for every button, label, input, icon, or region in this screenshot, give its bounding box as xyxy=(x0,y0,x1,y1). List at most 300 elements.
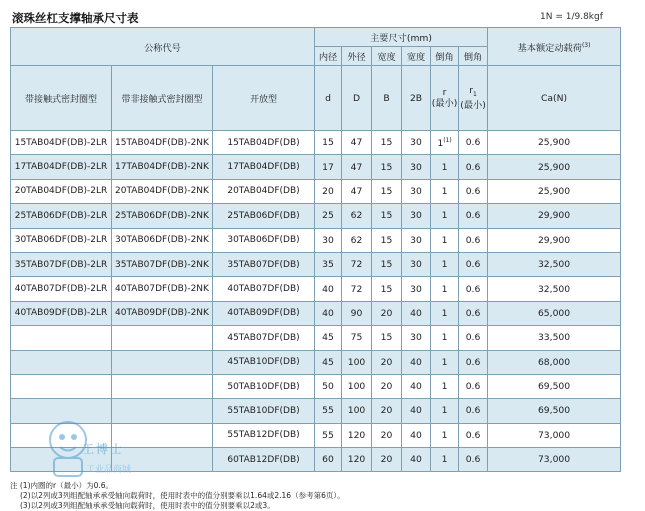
cell-inner-dia xyxy=(315,277,342,301)
cell-width-b-text: 15 xyxy=(380,137,393,149)
cell-chamfer-r-text: 1 xyxy=(441,234,448,246)
footnote-3: (3)以2列或3列组配轴承承受轴向载荷时，使用时表中的值分别要乘以2或3。 xyxy=(20,501,275,510)
cell-inner-dia xyxy=(315,252,342,276)
cell-noncontact-seal-code-text: 30TAB06DF(DB)-2NK xyxy=(115,235,209,246)
table-row xyxy=(11,350,621,374)
cell-outer-dia-text: 62 xyxy=(350,234,363,246)
cell-chamfer-r1-text: 0.6 xyxy=(465,405,481,417)
cell-contact-seal-code-text: 35TAB07DF(DB)-2LR xyxy=(14,259,108,270)
cell-width-b xyxy=(372,448,402,472)
cell-outer-dia xyxy=(342,155,372,179)
cell-dynamic-load-text: 25,900 xyxy=(537,137,571,149)
cell-open-type-code-text: 17TAB04DF(DB) xyxy=(227,162,300,173)
cell-contact-seal-code xyxy=(11,301,112,325)
cell-outer-dia-text: 90 xyxy=(350,307,363,319)
cell-outer-dia-text: 47 xyxy=(350,137,363,149)
cell-open-type-code-text: 30TAB06DF(DB) xyxy=(227,235,300,246)
cell-inner-dia-text: 35 xyxy=(322,259,334,271)
cell-open-type-code xyxy=(213,326,315,350)
cell-outer-dia xyxy=(342,252,372,276)
cell-dynamic-load-text: 32,500 xyxy=(537,259,571,271)
cell-outer-dia-text: 62 xyxy=(350,210,363,222)
header-sym-r1-min: (最小) xyxy=(460,99,486,111)
cell-open-type-code-text: 15TAB04DF(DB) xyxy=(227,137,300,148)
cell-width-b xyxy=(372,252,402,276)
cell-width-2b xyxy=(402,423,431,447)
cell-width-b-text: 20 xyxy=(380,405,393,417)
cell-dynamic-load xyxy=(488,204,621,228)
cell-chamfer-r1-text: 0.6 xyxy=(465,307,481,319)
cell-dynamic-load-text: 73,000 xyxy=(537,429,571,441)
cell-noncontact-seal-code xyxy=(112,374,213,398)
header-sym-ca: Ca(N) xyxy=(488,66,621,131)
cell-outer-dia-text: 72 xyxy=(350,259,363,271)
cell-inner-dia xyxy=(315,228,342,252)
cell-open-type-code-text: 45TAB10DF(DB) xyxy=(227,357,300,368)
cell-width-2b-text: 40 xyxy=(410,405,422,417)
cell-chamfer-r1-text: 0.6 xyxy=(465,161,481,173)
cell-width-2b-text: 40 xyxy=(410,429,422,441)
cell-outer-dia-text: 72 xyxy=(350,283,363,295)
cell-open-type-code xyxy=(213,423,315,447)
table-row xyxy=(11,252,621,276)
cell-inner-dia-text: 20 xyxy=(322,185,334,197)
header-sym-r1 xyxy=(459,66,488,131)
cell-chamfer-r1-text: 0.6 xyxy=(465,332,481,344)
cell-chamfer-r xyxy=(431,252,459,276)
cell-width-2b xyxy=(402,448,431,472)
cell-open-type-code-text: 40TAB07DF(DB) xyxy=(227,284,300,295)
cell-dynamic-load xyxy=(488,350,621,374)
cell-chamfer-r-text: 1 xyxy=(441,210,448,222)
cell-outer-dia xyxy=(342,350,372,374)
cell-chamfer-r1 xyxy=(459,399,488,423)
cell-dynamic-load xyxy=(488,326,621,350)
header-chamfer-r1: 倒角 xyxy=(459,47,488,66)
cell-chamfer-r1 xyxy=(459,277,488,301)
cell-noncontact-seal-code xyxy=(112,277,213,301)
cell-outer-dia xyxy=(342,326,372,350)
cell-chamfer-r-text: 1 xyxy=(441,381,448,393)
page-title: 滚珠丝杠支撑轴承尺寸表 xyxy=(12,11,139,25)
cell-outer-dia-text: 47 xyxy=(350,185,363,197)
cell-contact-seal-code xyxy=(11,155,112,179)
header-chamfer-r: 倒角 xyxy=(431,47,459,66)
cell-width-b xyxy=(372,399,402,423)
header-noncontact-seal: 带非接触式密封圈型 xyxy=(112,66,213,131)
cell-chamfer-r-text: 1 xyxy=(441,332,448,344)
cell-chamfer-r xyxy=(431,448,459,472)
cell-inner-dia-text: 30 xyxy=(322,234,334,246)
cell-open-type-code xyxy=(213,277,315,301)
cell-inner-dia xyxy=(315,131,342,155)
cell-chamfer-r1-text: 0.6 xyxy=(465,234,481,246)
cell-inner-dia-text: 45 xyxy=(322,332,334,344)
cell-contact-seal-code xyxy=(11,131,112,155)
cell-width-b-text: 20 xyxy=(380,381,393,393)
header-width-2b: 宽度 xyxy=(402,47,431,66)
cell-width-b xyxy=(372,228,402,252)
cell-dynamic-load xyxy=(488,131,621,155)
cell-dynamic-load-text: 29,900 xyxy=(537,234,571,246)
cell-width-b-text: 15 xyxy=(380,283,393,295)
cell-contact-seal-code xyxy=(11,179,112,203)
cell-chamfer-r-text: 1 xyxy=(437,137,444,149)
cell-width-2b xyxy=(402,350,431,374)
table-row xyxy=(11,301,621,325)
cell-contact-seal-code-text: 25TAB06DF(DB)-2LR xyxy=(14,210,108,221)
cell-width-b-text: 20 xyxy=(380,356,393,368)
cell-open-type-code xyxy=(213,448,315,472)
header-width-b: 宽度 xyxy=(372,47,402,66)
cell-dynamic-load-text: 73,000 xyxy=(537,454,571,466)
cell-open-type-code xyxy=(213,179,315,203)
cell-width-b-text: 20 xyxy=(380,429,393,441)
cell-width-2b xyxy=(402,131,431,155)
cell-chamfer-r xyxy=(431,374,459,398)
cell-chamfer-r xyxy=(431,399,459,423)
cell-outer-dia xyxy=(342,423,372,447)
cell-inner-dia-text: 50 xyxy=(322,381,334,393)
cell-noncontact-seal-code-text: 25TAB06DF(DB)-2NK xyxy=(115,210,209,221)
cell-open-type-code xyxy=(213,399,315,423)
table-row xyxy=(11,277,621,301)
cell-inner-dia xyxy=(315,204,342,228)
cell-width-b xyxy=(372,277,402,301)
cell-open-type-code xyxy=(213,155,315,179)
cell-width-b-text: 15 xyxy=(380,332,393,344)
cell-inner-dia xyxy=(315,301,342,325)
header-sym-r1-letter: r xyxy=(469,85,473,97)
cell-open-type-code xyxy=(213,228,315,252)
cell-contact-seal-code-text: 17TAB04DF(DB)-2LR xyxy=(14,162,108,173)
header-dynamic-load-note: (3) xyxy=(581,41,591,49)
cell-chamfer-r1 xyxy=(459,179,488,203)
cell-outer-dia xyxy=(342,277,372,301)
cell-dynamic-load-text: 68,000 xyxy=(537,356,571,368)
cell-width-2b xyxy=(402,179,431,203)
cell-contact-seal-code xyxy=(11,252,112,276)
cell-chamfer-r1 xyxy=(459,131,488,155)
cell-width-b-text: 15 xyxy=(380,210,393,222)
cell-chamfer-r-text: 1 xyxy=(441,356,448,368)
cell-width-2b xyxy=(402,228,431,252)
cell-chamfer-r1 xyxy=(459,252,488,276)
cell-width-b-text: 15 xyxy=(380,185,393,197)
header-sym-r-min: (最小) xyxy=(431,98,458,109)
cell-chamfer-r1 xyxy=(459,350,488,374)
cell-chamfer-r1 xyxy=(459,301,488,325)
header-sym-r1-sub: 1 xyxy=(473,90,477,98)
cell-noncontact-seal-code xyxy=(112,155,213,179)
cell-width-b-text: 20 xyxy=(380,307,393,319)
cell-dynamic-load xyxy=(488,277,621,301)
cell-chamfer-r-text: 1 xyxy=(441,259,448,271)
cell-inner-dia xyxy=(315,448,342,472)
cell-noncontact-seal-code xyxy=(112,301,213,325)
cell-dynamic-load xyxy=(488,179,621,203)
header-sym-d: d xyxy=(315,66,342,131)
cell-inner-dia-text: 60 xyxy=(322,454,334,466)
table-row xyxy=(11,179,621,203)
cell-chamfer-r xyxy=(431,350,459,374)
cell-chamfer-r xyxy=(431,277,459,301)
cell-inner-dia-text: 55 xyxy=(322,429,334,441)
cell-chamfer-r1-text: 0.6 xyxy=(465,283,481,295)
cell-inner-dia xyxy=(315,399,342,423)
cell-inner-dia-text: 25 xyxy=(322,210,334,222)
cell-chamfer-r1-text: 0.6 xyxy=(465,454,481,466)
cell-open-type-code-text: 20TAB04DF(DB) xyxy=(227,186,300,197)
cell-outer-dia-text: 100 xyxy=(347,405,366,417)
cell-open-type-code-text: 60TAB12DF(DB) xyxy=(227,454,300,465)
table-row xyxy=(11,155,621,179)
cell-outer-dia xyxy=(342,179,372,203)
cell-width-b-text: 15 xyxy=(380,259,393,271)
cell-noncontact-seal-code xyxy=(112,131,213,155)
cell-outer-dia-text: 120 xyxy=(347,429,366,441)
cell-inner-dia-text: 17 xyxy=(322,161,334,173)
cell-contact-seal-code-text: 40TAB09DF(DB)-2LR xyxy=(14,308,108,319)
cell-chamfer-r1-text: 0.6 xyxy=(465,137,481,149)
cell-noncontact-seal-code-text: 15TAB04DF(DB)-2NK xyxy=(115,137,209,148)
cell-outer-dia xyxy=(342,399,372,423)
cell-dynamic-load xyxy=(488,374,621,398)
table-row xyxy=(11,326,621,350)
cell-chamfer-r xyxy=(431,179,459,203)
cell-outer-dia xyxy=(342,301,372,325)
cell-dynamic-load xyxy=(488,301,621,325)
cell-open-type-code-text: 45TAB07DF(DB) xyxy=(227,332,300,343)
cell-chamfer-r-text: 1 xyxy=(441,454,448,466)
cell-inner-dia xyxy=(315,155,342,179)
cell-width-2b-text: 40 xyxy=(410,356,422,368)
cell-width-2b xyxy=(402,204,431,228)
cell-open-type-code xyxy=(213,301,315,325)
cell-width-2b xyxy=(402,277,431,301)
cell-chamfer-r1 xyxy=(459,155,488,179)
header-dynamic-load xyxy=(488,28,621,66)
cell-contact-seal-code-text: 30TAB06DF(DB)-2LR xyxy=(14,235,108,246)
table-row xyxy=(11,374,621,398)
cell-dynamic-load-text: 32,500 xyxy=(537,283,571,295)
header-contact-seal: 带接触式密封圈型 xyxy=(11,66,112,131)
cell-outer-dia xyxy=(342,204,372,228)
cell-chamfer-r1-text: 0.6 xyxy=(465,259,481,271)
cell-width-2b xyxy=(402,252,431,276)
cell-outer-dia-text: 100 xyxy=(347,381,366,393)
cell-dynamic-load-text: 33,500 xyxy=(537,332,571,344)
watermark-text-primary: 工博士 xyxy=(82,442,125,456)
cell-dynamic-load xyxy=(488,448,621,472)
cell-width-2b xyxy=(402,326,431,350)
cell-width-b xyxy=(372,301,402,325)
cell-outer-dia-text: 120 xyxy=(347,454,366,466)
cell-width-2b-text: 30 xyxy=(410,161,422,173)
cell-width-2b xyxy=(402,374,431,398)
cell-open-type-code xyxy=(213,131,315,155)
cell-chamfer-r xyxy=(431,326,459,350)
cell-chamfer-r1-text: 0.6 xyxy=(465,381,481,393)
cell-chamfer-r xyxy=(431,131,459,155)
footnote-1: 注 (1)内圈的r（最小）为0.6。 xyxy=(10,481,114,490)
cell-chamfer-r-text: 1 xyxy=(441,161,448,173)
cell-chamfer-r1-text: 0.6 xyxy=(465,429,481,441)
cell-dynamic-load-text: 69,500 xyxy=(537,381,571,393)
cell-dynamic-load xyxy=(488,423,621,447)
cell-noncontact-seal-code xyxy=(112,179,213,203)
cell-chamfer-r1 xyxy=(459,448,488,472)
cell-outer-dia-text: 75 xyxy=(350,332,363,344)
cell-outer-dia xyxy=(342,374,372,398)
cell-open-type-code-text: 55TAB12DF(DB) xyxy=(227,430,300,441)
cell-width-b xyxy=(372,155,402,179)
cell-chamfer-r1 xyxy=(459,374,488,398)
cell-chamfer-r1-text: 0.6 xyxy=(465,356,481,368)
cell-width-2b-text: 30 xyxy=(410,210,422,222)
cell-width-b xyxy=(372,374,402,398)
cell-width-b xyxy=(372,179,402,203)
cell-noncontact-seal-code-text: 35TAB07DF(DB)-2NK xyxy=(115,259,209,270)
cell-chamfer-r-note: (1) xyxy=(443,136,452,144)
cell-open-type-code-text: 25TAB06DF(DB) xyxy=(227,210,300,221)
cell-dynamic-load-text: 25,900 xyxy=(537,185,571,197)
header-sym-2B: 2B xyxy=(402,66,431,131)
cell-width-2b-text: 30 xyxy=(410,234,422,246)
cell-dynamic-load xyxy=(488,252,621,276)
watermark-text-secondary: 工业品商城 xyxy=(86,465,132,475)
cell-noncontact-seal-code xyxy=(112,252,213,276)
cell-width-2b-text: 30 xyxy=(410,332,422,344)
header-dynamic-load-label: 基本额定动载荷 xyxy=(517,42,582,54)
cell-contact-seal-code xyxy=(11,277,112,301)
cell-width-b-text: 15 xyxy=(380,161,393,173)
cell-noncontact-seal-code xyxy=(112,350,213,374)
cell-inner-dia xyxy=(315,374,342,398)
cell-width-2b-text: 40 xyxy=(410,454,422,466)
cell-noncontact-seal-code xyxy=(112,326,213,350)
cell-width-b-text: 15 xyxy=(380,234,393,246)
cell-chamfer-r xyxy=(431,423,459,447)
cell-dynamic-load xyxy=(488,228,621,252)
cell-inner-dia-text: 55 xyxy=(322,405,334,417)
cell-width-2b-text: 30 xyxy=(410,283,422,295)
cell-width-2b xyxy=(402,155,431,179)
cell-inner-dia-text: 15 xyxy=(322,137,334,149)
unit-note: 1N = 1/9.8kgf xyxy=(540,12,603,22)
cell-inner-dia xyxy=(315,326,342,350)
cell-noncontact-seal-code xyxy=(112,228,213,252)
cell-open-type-code-text: 35TAB07DF(DB) xyxy=(227,259,300,270)
header-open-type: 开放型 xyxy=(213,66,315,131)
table-row xyxy=(11,204,621,228)
cell-width-2b-text: 30 xyxy=(410,259,422,271)
cell-dynamic-load xyxy=(488,399,621,423)
header-sym-r xyxy=(431,66,459,131)
cell-chamfer-r xyxy=(431,228,459,252)
header-inner-dia: 内径 xyxy=(315,47,342,66)
cell-outer-dia-text: 47 xyxy=(350,161,363,173)
bearing-dimension-table xyxy=(10,27,621,472)
cell-width-2b-text: 30 xyxy=(410,185,422,197)
cell-chamfer-r-text: 1 xyxy=(441,405,448,417)
cell-chamfer-r xyxy=(431,301,459,325)
cell-contact-seal-code xyxy=(11,350,112,374)
cell-chamfer-r1-text: 0.6 xyxy=(465,185,481,197)
cell-open-type-code xyxy=(213,204,315,228)
cell-chamfer-r1 xyxy=(459,326,488,350)
cell-chamfer-r-text: 1 xyxy=(441,283,448,295)
cell-open-type-code xyxy=(213,374,315,398)
cell-width-2b xyxy=(402,301,431,325)
cell-dynamic-load xyxy=(488,155,621,179)
cell-chamfer-r1-text: 0.6 xyxy=(465,210,481,222)
header-sym-D: D xyxy=(342,66,372,131)
header-sym-r-letter: r xyxy=(442,87,447,98)
cell-width-2b-text: 40 xyxy=(410,381,422,393)
cell-noncontact-seal-code-text: 40TAB07DF(DB)-2NK xyxy=(115,284,209,295)
cell-contact-seal-code xyxy=(11,374,112,398)
footnote-2: (2)以2列或3列组配轴承承受轴向载荷时，使用时表中的值分别要乘以1.64或2.16（参考第6页）。 xyxy=(20,491,345,500)
cell-inner-dia-text: 40 xyxy=(322,283,334,295)
cell-contact-seal-code-text: 15TAB04DF(DB)-2LR xyxy=(14,137,108,148)
cell-width-b xyxy=(372,350,402,374)
cell-dynamic-load-text: 69,500 xyxy=(537,405,571,417)
cell-open-type-code-text: 55TAB10DF(DB) xyxy=(227,405,300,416)
cell-chamfer-r1 xyxy=(459,423,488,447)
cell-chamfer-r1 xyxy=(459,228,488,252)
cell-inner-dia xyxy=(315,423,342,447)
cell-width-b xyxy=(372,204,402,228)
cell-outer-dia-text: 100 xyxy=(347,356,366,368)
header-main-dims: 主要尺寸(mm) xyxy=(315,28,488,47)
cell-chamfer-r xyxy=(431,155,459,179)
header-nominal-code: 公称代号 xyxy=(11,28,315,66)
cell-inner-dia xyxy=(315,350,342,374)
cell-outer-dia xyxy=(342,228,372,252)
cell-dynamic-load-text: 65,000 xyxy=(537,307,571,319)
cell-chamfer-r-text: 1 xyxy=(441,429,448,441)
cell-contact-seal-code-text: 20TAB04DF(DB)-2LR xyxy=(14,186,108,197)
cell-contact-seal-code xyxy=(11,228,112,252)
cell-dynamic-load-text: 29,900 xyxy=(537,210,571,222)
cell-chamfer-r-text: 1 xyxy=(441,307,448,319)
cell-inner-dia xyxy=(315,179,342,203)
cell-width-b xyxy=(372,326,402,350)
cell-chamfer-r-text: 1 xyxy=(441,185,448,197)
cell-chamfer-r xyxy=(431,204,459,228)
cell-width-2b-text: 30 xyxy=(410,137,422,149)
cell-open-type-code xyxy=(213,350,315,374)
table-row xyxy=(11,228,621,252)
table-row xyxy=(11,131,621,155)
cell-open-type-code-text: 40TAB09DF(DB) xyxy=(227,308,300,319)
cell-noncontact-seal-code xyxy=(112,204,213,228)
cell-width-2b xyxy=(402,399,431,423)
cell-open-type-code xyxy=(213,252,315,276)
cell-chamfer-r1 xyxy=(459,204,488,228)
cell-noncontact-seal-code-text: 17TAB04DF(DB)-2NK xyxy=(115,162,209,173)
cell-width-b xyxy=(372,131,402,155)
cell-noncontact-seal-code-text: 20TAB04DF(DB)-2NK xyxy=(115,186,209,197)
cell-contact-seal-code-text: 40TAB07DF(DB)-2LR xyxy=(14,284,108,295)
header-sym-B: B xyxy=(372,66,402,131)
cell-noncontact-seal-code-text: 40TAB09DF(DB)-2NK xyxy=(115,308,209,319)
cell-outer-dia xyxy=(342,131,372,155)
cell-outer-dia xyxy=(342,448,372,472)
header-outer-dia: 外径 xyxy=(342,47,372,66)
cell-inner-dia-text: 45 xyxy=(322,356,334,368)
